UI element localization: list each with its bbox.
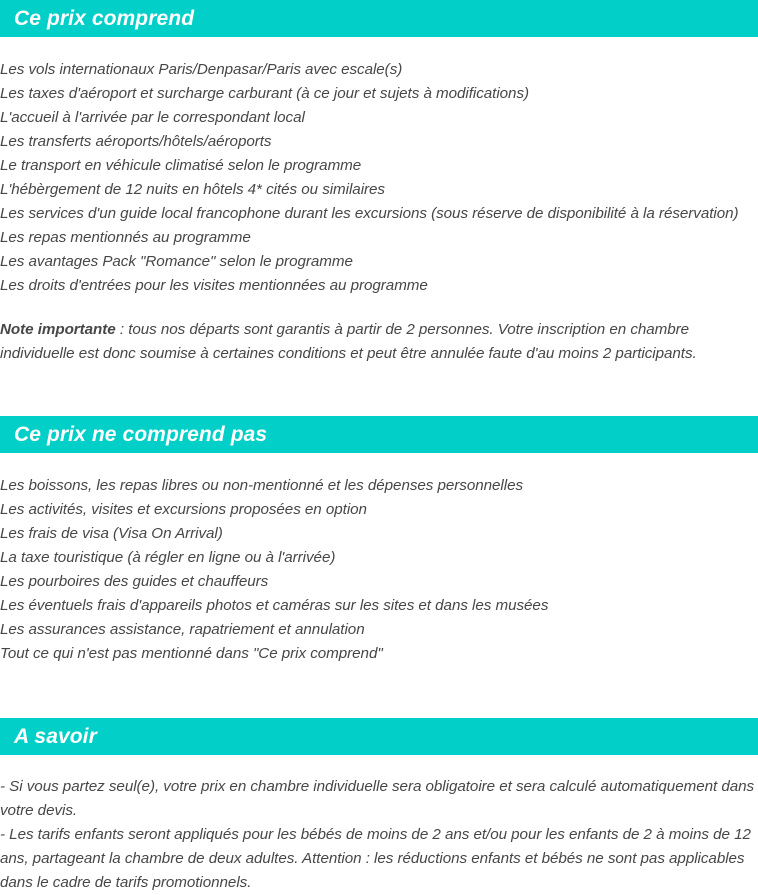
important-note-text: : tous nos départs sont garantis à partir de 2 personnes. Votre inscription en chambre individuelle est donc soumise à certaines conditions et peut être annulée faute d'au moins 2 participants. xyxy=(0,321,697,362)
list-item: La taxe touristique (à régler en ligne ou à l'arrivée) xyxy=(0,549,336,566)
included-items-list xyxy=(0,58,758,298)
section-spacer xyxy=(0,366,758,416)
list-item: Les avantages Pack "Romance" selon le programme xyxy=(0,253,353,270)
list-item: Tout ce qui n'est pas mentionné dans "Ce prix comprend" xyxy=(0,645,383,662)
section-body-a-savoir xyxy=(0,755,758,895)
list-item: Les assurances assistance, rapatriement et annulation xyxy=(0,621,365,638)
list-item: Les taxes d'aéroport et surcharge carburant (à ce jour et sujets à modifications) xyxy=(0,85,529,102)
section-ce-prix-ne-comprend-pas xyxy=(0,416,758,666)
list-item: Les repas mentionnés au programme xyxy=(0,229,251,246)
important-note-block xyxy=(0,298,758,366)
section-header-a-savoir xyxy=(0,718,758,755)
important-note xyxy=(0,318,758,366)
list-item: Les vols internationaux Paris/Denpasar/Paris avec escale(s) xyxy=(0,61,403,78)
list-item: Le transport en véhicule climatisé selon le programme xyxy=(0,157,362,174)
paragraph: - Si vous partez seul(e), votre prix en chambre individuelle sera obligatoire et sera calculé automatiquement dans votre devis. xyxy=(0,778,755,819)
list-item: Les activités, visites et excursions proposées en option xyxy=(0,501,367,518)
section-title: Ce prix ne comprend pas xyxy=(14,423,268,446)
section-spacer xyxy=(0,666,758,718)
section-title: Ce prix comprend xyxy=(14,7,195,30)
list-item: L'accueil à l'arrivée par le correspondant local xyxy=(0,109,305,126)
list-item: Les transferts aéroports/hôtels/aéroports xyxy=(0,133,272,150)
list-item: Les boissons, les repas libres ou non-mentionné et les dépenses personnelles xyxy=(0,477,524,494)
important-note-label: Note importante xyxy=(0,321,116,338)
list-item: Les services d'un guide local francophone durant les excursions (sous réserve de disponibilité à la réservation) xyxy=(0,205,739,222)
section-body-ce-prix-comprend xyxy=(0,37,758,366)
list-item: Les frais de visa (Visa On Arrival) xyxy=(0,525,223,542)
section-header-ce-prix-ne-comprend-pas xyxy=(0,416,758,453)
list-item: Les éventuels frais d'appareils photos et caméras sur les sites et dans les musées xyxy=(0,597,549,614)
section-a-savoir xyxy=(0,718,758,895)
list-item: Les droits d'entrées pour les visites mentionnées au programme xyxy=(0,277,428,294)
section-title: A savoir xyxy=(14,725,97,748)
section-body-ce-prix-ne-comprend-pas xyxy=(0,453,758,666)
list-item: Les pourboires des guides et chauffeurs xyxy=(0,573,269,590)
paragraph: - Les tarifs enfants seront appliqués pour les bébés de moins de 2 ans et/ou pour les enfants de 2 à moins de 12 ans, partageant la chambre de deux adultes. Attention : les réductions enfants et bébés ne sont pas applicables dans le cadre de tarifs promotionnels. xyxy=(0,826,751,891)
section-ce-prix-comprend xyxy=(0,0,758,366)
section-header-ce-prix-comprend xyxy=(0,0,758,37)
list-item: L'hébèrgement de 12 nuits en hôtels 4* cités ou similaires xyxy=(0,181,385,198)
excluded-items-list xyxy=(0,474,758,666)
